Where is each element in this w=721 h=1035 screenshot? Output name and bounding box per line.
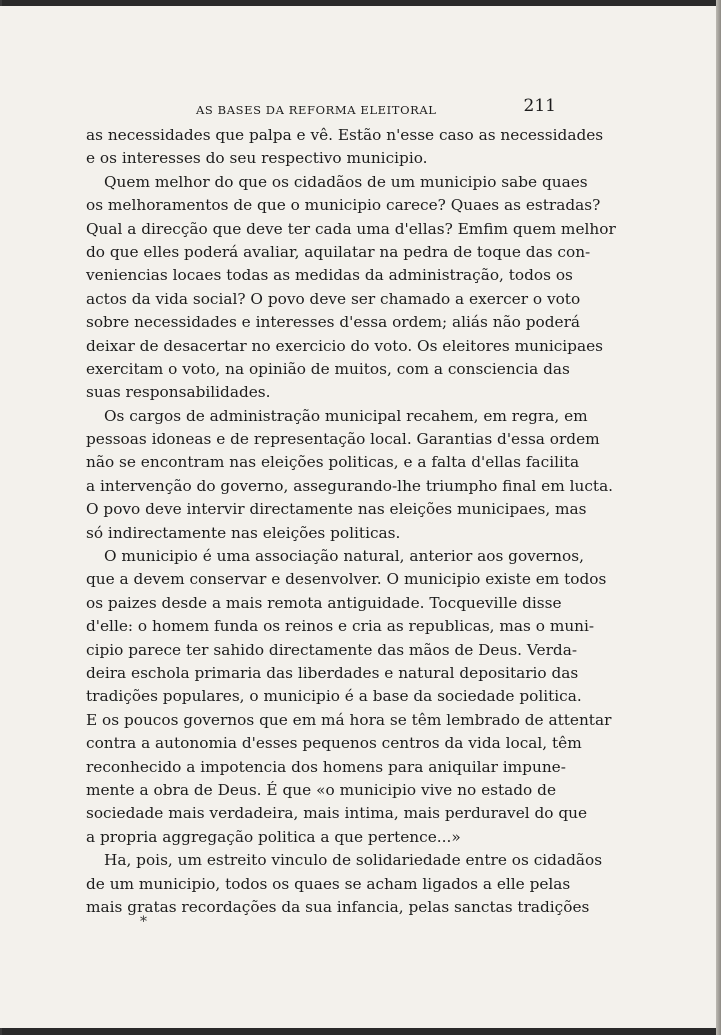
text-line: não se encontram nas eleições politicas, e a falta d'ellas facilita: [86, 453, 580, 472]
text-line: mente a obra de Deus. É que «o municipio vive no estado de: [86, 780, 556, 799]
text-line: os melhoramentos de que o municipio carece? Quaes as estradas?: [86, 196, 601, 215]
text-line: cipio parece ter sahido directamente das mãos de Deus. Verda-: [86, 640, 577, 659]
signature-mark: *: [140, 914, 147, 930]
text-column: [86, 94, 616, 919]
text-line: só indirectamente nas eleições politicas.: [86, 523, 401, 542]
text-line: veniencias locaes todas as medidas da administração, todos os: [86, 266, 573, 285]
text-line: Qual a direcção que deve ter cada uma d'ellas? Emfim quem melhor: [86, 219, 616, 238]
running-title: AS BASES DA REFORMA ELEITORAL: [196, 103, 437, 117]
text-line: pessoas idoneas e de representação local. Garantias d'essa ordem: [86, 430, 600, 449]
text-line: tradições populares, o municipio é a base da sociedade politica.: [86, 687, 582, 706]
text-line: a intervenção do governo, assegurando-lhe triumpho final em lucta.: [86, 476, 614, 495]
text-line: O municipio é uma associação natural, anterior aos governos,: [104, 547, 584, 566]
text-line: e os interesses do seu respectivo municipio.: [86, 149, 428, 168]
text-line: do que elles poderá avaliar, aquilatar na pedra de toque das con-: [86, 242, 591, 261]
text-line: deira eschola primaria das liberdades e natural depositario das: [86, 663, 579, 682]
text-line: E os poucos governos que em má hora se têm lembrado de attentar: [86, 710, 612, 729]
scan-right-edge: [716, 0, 721, 1035]
text-line: deixar de desacertar no exercicio do voto. Os eleitores municipaes: [86, 336, 603, 355]
text-line: Os cargos de administração municipal recahem, em regra, em: [104, 406, 588, 425]
page-number: 211: [523, 96, 556, 116]
text-line: Ha, pois, um estreito vinculo de solidariedade entre os cidadãos: [104, 851, 603, 870]
text-line: reconhecido a impotencia dos homens para aniquilar impune-: [86, 757, 566, 776]
text-line: suas responsabilidades.: [86, 383, 271, 402]
text-line: mais gratas recordações da sua infancia, pelas sanctas tradições: [86, 897, 590, 916]
text-line: sobre necessidades e interesses d'essa ordem; aliás não poderá: [86, 313, 581, 332]
text-line: os paizes desde a mais remota antiguidade. Tocqueville disse: [86, 593, 562, 612]
text-line: que a devem conservar e desenvolver. O municipio existe em todos: [86, 570, 607, 589]
text-line: as necessidades que palpa e vê. Estão n'esse caso as necessidades: [86, 126, 604, 144]
page-header: [86, 94, 556, 118]
text-line: sociedade mais verdadeira, mais intima, mais perduravel do que: [86, 804, 588, 823]
text-line: contra a autonomia d'esses pequenos centros da vida local, têm: [86, 734, 582, 753]
book-page: [0, 6, 716, 1028]
text-line: d'elle: o homem funda os reinos e cria as republicas, mas o muni-: [86, 617, 595, 636]
text-line: Quem melhor do que os cidadãos de um municipio sabe quaes: [104, 172, 588, 191]
text-line: a propria aggregação politica a que pertence...»: [86, 827, 461, 846]
text-line: O povo deve intervir directamente nas eleições municipaes, mas: [86, 500, 587, 519]
text-line: exercitam o voto, na opinião de muitos, com a consciencia das: [86, 359, 570, 378]
text-line: de um municipio, todos os quaes se acham ligados a elle pelas: [86, 874, 571, 893]
text-line: actos da vida social? O povo deve ser chamado a exercer o voto: [86, 289, 581, 308]
